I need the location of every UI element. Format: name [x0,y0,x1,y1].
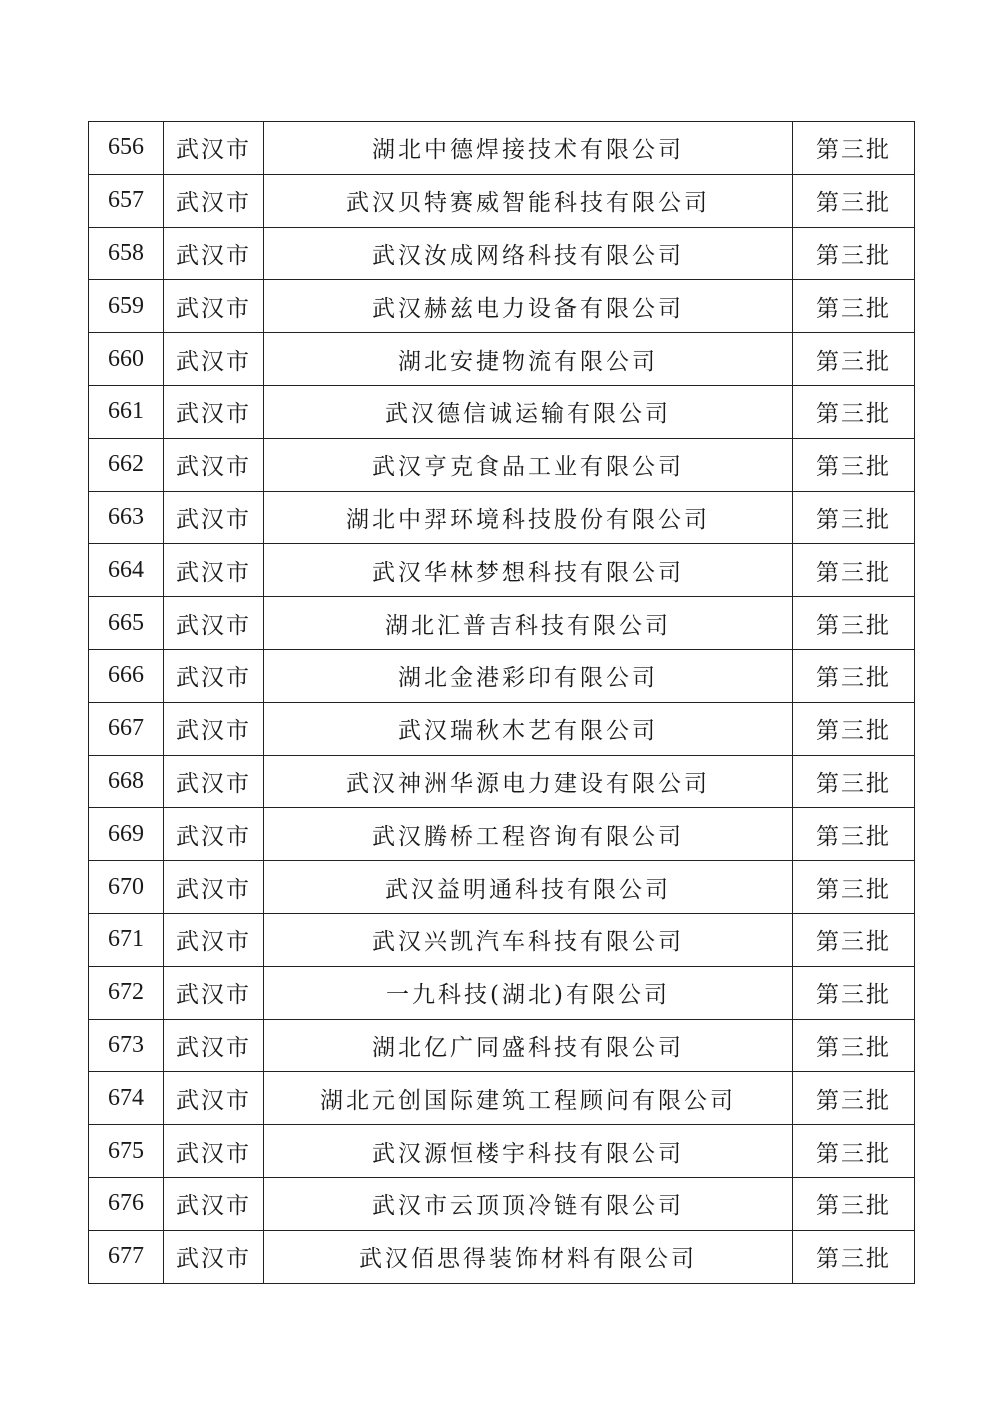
city-cell: 武汉市 [164,597,264,650]
city-cell: 武汉市 [164,385,264,438]
table-row [89,1072,915,1125]
table-row [89,280,915,333]
batch-cell: 第三批 [793,280,915,333]
company-name-cell: 湖北中德焊接技术有限公司 [264,122,793,175]
row-number-cell: 658 [89,227,164,280]
table-row [89,491,915,544]
company-name-cell: 武汉佰思得装饰材料有限公司 [264,1230,793,1283]
table-row [89,438,915,491]
city-cell: 武汉市 [164,544,264,597]
city-cell: 武汉市 [164,1072,264,1125]
row-number-cell: 669 [89,808,164,861]
company-name-cell: 武汉腾桥工程咨询有限公司 [264,808,793,861]
company-name-cell: 武汉亨克食品工业有限公司 [264,438,793,491]
batch-cell: 第三批 [793,438,915,491]
city-cell: 武汉市 [164,702,264,755]
table-row [89,808,915,861]
batch-cell: 第三批 [793,122,915,175]
city-cell: 武汉市 [164,1125,264,1178]
batch-cell: 第三批 [793,966,915,1019]
company-name-cell: 武汉兴凯汽车科技有限公司 [264,913,793,966]
city-cell: 武汉市 [164,861,264,914]
table-row [89,385,915,438]
company-name-cell: 武汉华林梦想科技有限公司 [264,544,793,597]
company-name-cell: 武汉源恒楼宇科技有限公司 [264,1125,793,1178]
company-name-cell: 武汉市云顶顶冷链有限公司 [264,1177,793,1230]
row-number-cell: 677 [89,1230,164,1283]
table-row [89,544,915,597]
table-row [89,122,915,175]
city-cell: 武汉市 [164,227,264,280]
batch-cell: 第三批 [793,913,915,966]
batch-cell: 第三批 [793,702,915,755]
batch-cell: 第三批 [793,808,915,861]
row-number-cell: 674 [89,1072,164,1125]
row-number-cell: 670 [89,861,164,914]
batch-cell: 第三批 [793,755,915,808]
table-body [89,122,915,1284]
company-name-cell: 武汉贝特赛威智能科技有限公司 [264,174,793,227]
company-name-cell: 武汉益明通科技有限公司 [264,861,793,914]
table-row [89,1230,915,1283]
row-number-cell: 672 [89,966,164,1019]
batch-cell: 第三批 [793,649,915,702]
row-number-cell: 666 [89,649,164,702]
table-row [89,174,915,227]
row-number-cell: 676 [89,1177,164,1230]
table-row [89,913,915,966]
city-cell: 武汉市 [164,913,264,966]
batch-cell: 第三批 [793,385,915,438]
row-number-cell: 664 [89,544,164,597]
city-cell: 武汉市 [164,1177,264,1230]
row-number-cell: 671 [89,913,164,966]
company-name-cell: 一九科技(湖北)有限公司 [264,966,793,1019]
table-row [89,597,915,650]
row-number-cell: 656 [89,122,164,175]
company-name-cell: 湖北安捷物流有限公司 [264,333,793,386]
table-row [89,1177,915,1230]
row-number-cell: 660 [89,333,164,386]
row-number-cell: 661 [89,385,164,438]
table-row [89,861,915,914]
table-row [89,755,915,808]
city-cell: 武汉市 [164,280,264,333]
company-name-cell: 武汉神洲华源电力建设有限公司 [264,755,793,808]
row-number-cell: 668 [89,755,164,808]
batch-cell: 第三批 [793,1019,915,1072]
row-number-cell: 673 [89,1019,164,1072]
table-row [89,966,915,1019]
city-cell: 武汉市 [164,1230,264,1283]
city-cell: 武汉市 [164,1019,264,1072]
table-row [89,227,915,280]
batch-cell: 第三批 [793,544,915,597]
company-name-cell: 湖北金港彩印有限公司 [264,649,793,702]
batch-cell: 第三批 [793,491,915,544]
company-name-cell: 武汉瑞秋木艺有限公司 [264,702,793,755]
city-cell: 武汉市 [164,122,264,175]
batch-cell: 第三批 [793,333,915,386]
city-cell: 武汉市 [164,755,264,808]
city-cell: 武汉市 [164,491,264,544]
batch-cell: 第三批 [793,597,915,650]
row-number-cell: 665 [89,597,164,650]
company-list-table [88,121,915,1284]
batch-cell: 第三批 [793,174,915,227]
batch-cell: 第三批 [793,227,915,280]
table-row [89,333,915,386]
row-number-cell: 659 [89,280,164,333]
company-name-cell: 湖北中羿环境科技股份有限公司 [264,491,793,544]
batch-cell: 第三批 [793,1177,915,1230]
city-cell: 武汉市 [164,174,264,227]
batch-cell: 第三批 [793,1230,915,1283]
table-row [89,1019,915,1072]
row-number-cell: 657 [89,174,164,227]
row-number-cell: 675 [89,1125,164,1178]
company-name-cell: 武汉汝成网络科技有限公司 [264,227,793,280]
batch-cell: 第三批 [793,861,915,914]
row-number-cell: 662 [89,438,164,491]
batch-cell: 第三批 [793,1072,915,1125]
batch-cell: 第三批 [793,1125,915,1178]
row-number-cell: 663 [89,491,164,544]
company-name-cell: 湖北元创国际建筑工程顾问有限公司 [264,1072,793,1125]
row-number-cell: 667 [89,702,164,755]
table-row [89,1125,915,1178]
city-cell: 武汉市 [164,438,264,491]
company-name-cell: 湖北汇普吉科技有限公司 [264,597,793,650]
city-cell: 武汉市 [164,333,264,386]
table-row [89,702,915,755]
table-row [89,649,915,702]
company-name-cell: 湖北亿广同盛科技有限公司 [264,1019,793,1072]
company-name-cell: 武汉赫兹电力设备有限公司 [264,280,793,333]
city-cell: 武汉市 [164,966,264,1019]
city-cell: 武汉市 [164,808,264,861]
city-cell: 武汉市 [164,649,264,702]
company-name-cell: 武汉德信诚运输有限公司 [264,385,793,438]
